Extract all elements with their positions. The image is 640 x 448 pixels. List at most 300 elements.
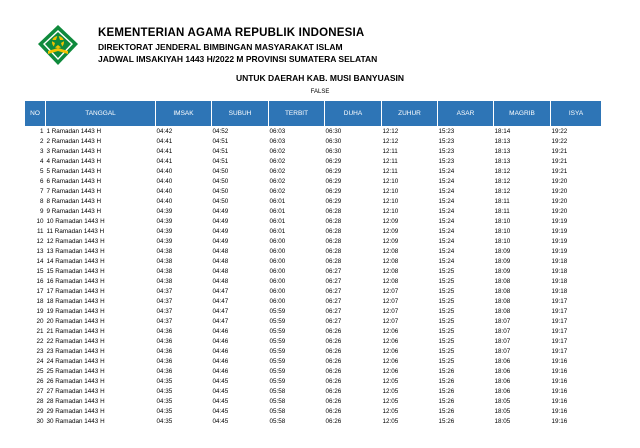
cell-isya: 19:16: [551, 418, 568, 425]
cell-subuh: 04:50: [212, 188, 229, 195]
cell-tanggal: 25 Ramadan 1443 H: [46, 368, 105, 375]
cell-tanggal: 13 Ramadan 1443 H: [46, 248, 105, 255]
cell-tanggal: 14 Ramadan 1443 H: [46, 258, 105, 265]
cell-asar: 15:25: [438, 288, 455, 295]
cell-imsak: 04:42: [156, 128, 173, 135]
cell-no: 22: [36, 338, 44, 345]
cell-duha: 06:27: [325, 268, 342, 275]
cell-subuh: 04:45: [212, 408, 229, 415]
cell-zuhur: 12:07: [382, 288, 399, 295]
cell-asar: 15:25: [438, 308, 455, 315]
cell-terbit: 06:03: [269, 128, 286, 135]
cell-asar: 15:24: [438, 188, 455, 195]
table-row: [25, 187, 602, 197]
cell-zuhur: 12:10: [382, 188, 399, 195]
cell-zuhur: 12:11: [382, 158, 398, 165]
cell-subuh: 04:50: [212, 198, 229, 205]
cell-zuhur: 12:11: [382, 168, 398, 175]
cell-isya: 19:17: [551, 338, 568, 345]
table-row: [25, 347, 602, 357]
table-row: [25, 207, 602, 217]
cell-subuh: 04:48: [212, 278, 229, 285]
table-row: [25, 177, 602, 187]
cell-imsak: 04:35: [156, 408, 173, 415]
cell-duha: 06:26: [325, 378, 342, 385]
cell-imsak: 04:36: [156, 348, 173, 355]
cell-magrib: 18:13: [494, 158, 511, 165]
cell-no: 17: [36, 288, 44, 295]
cell-asar: 15:24: [438, 248, 455, 255]
cell-asar: 15:25: [438, 358, 455, 365]
cell-duha: 06:28: [325, 228, 342, 235]
cell-terbit: 05:59: [269, 368, 286, 375]
cell-subuh: 04:51: [212, 148, 229, 155]
cell-imsak: 04:40: [156, 178, 173, 185]
cell-subuh: 04:45: [212, 418, 229, 425]
cell-zuhur: 12:10: [382, 198, 399, 205]
cell-tanggal: 12 Ramadan 1443 H: [46, 238, 105, 245]
cell-imsak: 04:35: [156, 378, 173, 385]
table-body: [25, 127, 602, 428]
cell-isya: 19:21: [551, 158, 568, 165]
cell-zuhur: 12:10: [382, 178, 399, 185]
cell-terbit: 06:01: [269, 218, 286, 225]
cell-imsak: 04:40: [156, 168, 173, 175]
cell-magrib: 18:12: [494, 178, 511, 185]
cell-magrib: 18:07: [494, 328, 511, 335]
cell-terbit: 06:02: [269, 148, 286, 155]
cell-subuh: 04:45: [212, 398, 229, 405]
cell-no: 23: [36, 348, 44, 355]
cell-isya: 19:17: [551, 318, 568, 325]
cell-subuh: 04:48: [212, 248, 229, 255]
cell-asar: 15:26: [438, 378, 455, 385]
cell-imsak: 04:41: [156, 148, 173, 155]
cell-duha: 06:27: [325, 278, 342, 285]
cell-magrib: 18:06: [494, 368, 511, 375]
cell-imsak: 04:39: [156, 208, 173, 215]
cell-duha: 06:29: [325, 158, 342, 165]
cell-imsak: 04:38: [156, 258, 173, 265]
cell-subuh: 04:51: [212, 138, 229, 145]
cell-tanggal: 7 Ramadan 1443 H: [46, 188, 102, 195]
cell-asar: 15:25: [438, 298, 455, 305]
cell-zuhur: 12:07: [382, 298, 399, 305]
cell-zuhur: 12:09: [382, 218, 399, 225]
cell-no: 27: [36, 388, 44, 395]
table-row: [25, 417, 602, 427]
table-row: [25, 267, 602, 277]
cell-magrib: 18:09: [494, 248, 511, 255]
cell-imsak: 04:38: [156, 248, 173, 255]
cell-subuh: 04:49: [212, 218, 229, 225]
table-row: [25, 237, 602, 247]
cell-isya: 19:16: [551, 388, 568, 395]
cell-asar: 15:23: [438, 128, 455, 135]
table-header-row: [25, 101, 602, 127]
cell-subuh: 04:46: [212, 348, 229, 355]
cell-subuh: 04:49: [212, 228, 229, 235]
cell-asar: 15:25: [438, 348, 455, 355]
cell-asar: 15:24: [438, 228, 455, 235]
cell-duha: 06:28: [325, 218, 342, 225]
cell-imsak: 04:37: [156, 318, 173, 325]
cell-imsak: 04:36: [156, 368, 173, 375]
cell-isya: 19:19: [551, 218, 568, 225]
cell-asar: 15:24: [438, 178, 455, 185]
cell-asar: 15:25: [438, 338, 455, 345]
table-row: [25, 367, 602, 377]
cell-magrib: 18:06: [494, 358, 511, 365]
cell-terbit: 05:58: [269, 408, 286, 415]
table-row: [25, 307, 602, 317]
cell-subuh: 04:48: [212, 268, 229, 275]
cell-imsak: 04:41: [156, 158, 173, 165]
cell-no: 6: [39, 178, 44, 185]
cell-terbit: 06:00: [269, 298, 286, 305]
cell-imsak: 04:40: [156, 188, 173, 195]
cell-no: 16: [36, 278, 44, 285]
cell-asar: 15:23: [438, 148, 455, 155]
cell-duha: 06:29: [325, 178, 342, 185]
cell-duha: 06:26: [325, 408, 342, 415]
table-row: [25, 167, 602, 177]
column-header-isya: ISYA: [551, 101, 602, 127]
column-header-terbit: TERBIT: [269, 101, 325, 127]
cell-isya: 19:20: [551, 178, 568, 185]
ministry-name: KEMENTERIAN AGAMA REPUBLIK INDONESIA: [98, 27, 365, 39]
table-row: [25, 297, 602, 307]
cell-magrib: 18:06: [494, 388, 511, 395]
cell-tanggal: 21 Ramadan 1443 H: [46, 328, 105, 335]
cell-duha: 06:28: [325, 248, 342, 255]
cell-zuhur: 12:05: [382, 418, 399, 425]
cell-asar: 15:25: [438, 278, 455, 285]
cell-magrib: 18:14: [494, 128, 511, 135]
cell-zuhur: 12:11: [382, 148, 398, 155]
cell-imsak: 04:36: [156, 328, 173, 335]
cell-zuhur: 12:06: [382, 348, 399, 355]
cell-isya: 19:18: [551, 288, 568, 295]
column-header-asar: ASAR: [438, 101, 494, 127]
cell-imsak: 04:37: [156, 298, 173, 305]
cell-imsak: 04:35: [156, 398, 173, 405]
cell-duha: 06:28: [325, 238, 342, 245]
cell-subuh: 04:45: [212, 378, 229, 385]
cell-zuhur: 12:08: [382, 278, 399, 285]
cell-imsak: 04:35: [156, 418, 173, 425]
cell-no: 8: [39, 198, 44, 205]
table-row: [25, 157, 602, 167]
cell-zuhur: 12:07: [382, 308, 399, 315]
cell-tanggal: 29 Ramadan 1443 H: [46, 408, 105, 415]
cell-tanggal: 4 Ramadan 1443 H: [46, 158, 102, 165]
cell-terbit: 05:59: [269, 378, 286, 385]
cell-subuh: 04:47: [212, 298, 229, 305]
cell-subuh: 04:52: [212, 128, 229, 135]
cell-no: 18: [36, 298, 44, 305]
cell-isya: 19:22: [551, 138, 568, 145]
table-row: [25, 287, 602, 297]
cell-imsak: 04:38: [156, 278, 173, 285]
cell-magrib: 18:08: [494, 278, 511, 285]
cell-subuh: 04:50: [212, 168, 229, 175]
table-row: [25, 197, 602, 207]
cell-tanggal: 26 Ramadan 1443 H: [46, 378, 105, 385]
cell-no: 20: [36, 318, 44, 325]
cell-magrib: 18:09: [494, 258, 511, 265]
cell-asar: 15:24: [438, 168, 455, 175]
cell-tanggal: 19 Ramadan 1443 H: [46, 308, 105, 315]
cell-isya: 19:17: [551, 348, 568, 355]
cell-terbit: 05:59: [269, 338, 286, 345]
table-row: [25, 247, 602, 257]
cell-terbit: 06:00: [269, 238, 286, 245]
cell-zuhur: 12:06: [382, 368, 399, 375]
cell-duha: 06:26: [325, 348, 342, 355]
cell-magrib: 18:05: [494, 418, 511, 425]
cell-duha: 06:28: [325, 258, 342, 265]
cell-terbit: 05:59: [269, 308, 286, 315]
cell-asar: 15:26: [438, 418, 455, 425]
region-subtitle: FALSE: [310, 89, 330, 95]
cell-magrib: 18:08: [494, 288, 511, 295]
cell-tanggal: 8 Ramadan 1443 H: [46, 198, 102, 205]
cell-asar: 15:24: [438, 258, 455, 265]
cell-terbit: 06:00: [269, 268, 286, 275]
cell-tanggal: 24 Ramadan 1443 H: [46, 358, 105, 365]
cell-terbit: 06:02: [269, 188, 286, 195]
cell-terbit: 05:59: [269, 358, 286, 365]
cell-tanggal: 6 Ramadan 1443 H: [46, 178, 102, 185]
cell-zuhur: 12:05: [382, 388, 399, 395]
cell-duha: 06:26: [325, 418, 342, 425]
cell-isya: 19:21: [551, 148, 568, 155]
cell-imsak: 04:37: [156, 288, 173, 295]
cell-subuh: 04:50: [212, 178, 229, 185]
cell-tanggal: 11 Ramadan 1443 H: [46, 228, 105, 235]
cell-isya: 19:22: [551, 128, 568, 135]
cell-magrib: 18:11: [494, 198, 510, 205]
cell-asar: 15:23: [438, 138, 455, 145]
cell-duha: 06:26: [325, 368, 342, 375]
cell-isya: 19:21: [551, 168, 568, 175]
cell-magrib: 18:07: [494, 348, 511, 355]
cell-terbit: 05:59: [269, 328, 286, 335]
cell-no: 13: [36, 248, 44, 255]
cell-subuh: 04:46: [212, 358, 229, 365]
cell-isya: 19:17: [551, 328, 568, 335]
table-row: [25, 387, 602, 397]
cell-tanggal: 30 Ramadan 1443 H: [46, 418, 105, 425]
table-row: [25, 317, 602, 327]
cell-isya: 19:16: [551, 378, 568, 385]
cell-magrib: 18:07: [494, 318, 511, 325]
cell-magrib: 18:10: [494, 238, 511, 245]
cell-imsak: 04:38: [156, 268, 173, 275]
cell-tanggal: 17 Ramadan 1443 H: [46, 288, 105, 295]
cell-isya: 19:17: [551, 308, 568, 315]
cell-tanggal: 1 Ramadan 1443 H: [46, 128, 102, 135]
cell-isya: 19:19: [551, 248, 568, 255]
table-row: [25, 137, 602, 147]
cell-no: 29: [36, 408, 44, 415]
cell-asar: 15:26: [438, 408, 455, 415]
cell-terbit: 05:59: [269, 348, 286, 355]
cell-zuhur: 12:08: [382, 258, 399, 265]
cell-terbit: 06:01: [269, 198, 286, 205]
cell-no: 15: [36, 268, 44, 275]
cell-no: 10: [36, 218, 44, 225]
cell-isya: 19:20: [551, 208, 568, 215]
cell-subuh: 04:45: [212, 388, 229, 395]
cell-isya: 19:17: [551, 298, 568, 305]
cell-isya: 19:20: [551, 188, 568, 195]
cell-duha: 06:28: [325, 208, 342, 215]
cell-duha: 06:27: [325, 308, 342, 315]
cell-subuh: 04:46: [212, 368, 229, 375]
cell-isya: 19:18: [551, 278, 568, 285]
cell-magrib: 18:12: [494, 168, 511, 175]
cell-tanggal: 16 Ramadan 1443 H: [46, 278, 105, 285]
directorate-name: DIREKTORAT JENDERAL BIMBINGAN MASYARAKAT ISLAM: [98, 42, 343, 52]
cell-asar: 15:23: [438, 158, 455, 165]
cell-tanggal: 28 Ramadan 1443 H: [46, 398, 105, 405]
cell-duha: 06:27: [325, 288, 342, 295]
cell-asar: 15:24: [438, 198, 455, 205]
cell-imsak: 04:35: [156, 388, 173, 395]
column-header-imsak: IMSAK: [156, 101, 212, 127]
cell-magrib: 18:05: [494, 398, 511, 405]
cell-terbit: 06:01: [269, 208, 286, 215]
cell-tanggal: 2 Ramadan 1443 H: [46, 138, 102, 145]
table-row: [25, 377, 602, 387]
cell-isya: 19:19: [551, 228, 568, 235]
cell-terbit: 06:02: [269, 178, 286, 185]
cell-no: 3: [39, 148, 44, 155]
cell-imsak: 04:39: [156, 228, 173, 235]
column-header-no: NO: [25, 101, 46, 127]
cell-tanggal: 27 Ramadan 1443 H: [46, 388, 105, 395]
cell-duha: 06:29: [325, 198, 342, 205]
cell-zuhur: 12:12: [382, 138, 399, 145]
cell-magrib: 18:07: [494, 338, 511, 345]
cell-asar: 15:26: [438, 368, 455, 375]
cell-magrib: 18:05: [494, 408, 511, 415]
cell-zuhur: 12:08: [382, 268, 399, 275]
cell-no: 2: [39, 138, 44, 145]
cell-duha: 06:26: [325, 358, 342, 365]
cell-magrib: 18:08: [494, 298, 511, 305]
cell-tanggal: 20 Ramadan 1443 H: [46, 318, 105, 325]
imsakiyah-table: [24, 100, 602, 427]
cell-magrib: 18:10: [494, 228, 511, 235]
cell-no: 24: [36, 358, 44, 365]
cell-tanggal: 23 Ramadan 1443 H: [46, 348, 105, 355]
cell-tanggal: 5 Ramadan 1443 H: [46, 168, 102, 175]
cell-no: 1: [39, 128, 44, 135]
cell-zuhur: 12:06: [382, 358, 399, 365]
cell-zuhur: 12:09: [382, 228, 399, 235]
cell-isya: 19:19: [551, 238, 568, 245]
cell-duha: 06:30: [325, 148, 342, 155]
cell-isya: 19:18: [551, 258, 568, 265]
document-header: [98, 26, 377, 65]
cell-terbit: 06:00: [269, 248, 286, 255]
cell-no: 26: [36, 378, 44, 385]
cell-isya: 19:16: [551, 408, 568, 415]
cell-isya: 19:20: [551, 198, 568, 205]
cell-subuh: 04:48: [212, 258, 229, 265]
cell-imsak: 04:41: [156, 138, 173, 145]
cell-zuhur: 12:12: [382, 128, 399, 135]
cell-imsak: 04:40: [156, 198, 173, 205]
cell-subuh: 04:49: [212, 208, 229, 215]
cell-zuhur: 12:09: [382, 238, 399, 245]
cell-magrib: 18:13: [494, 138, 511, 145]
cell-subuh: 04:49: [212, 238, 229, 245]
cell-tanggal: 15 Ramadan 1443 H: [46, 268, 105, 275]
cell-terbit: 06:00: [269, 288, 286, 295]
cell-no: 21: [36, 328, 44, 335]
cell-no: 11: [36, 228, 44, 235]
cell-subuh: 04:47: [212, 288, 229, 295]
cell-terbit: 05:59: [269, 318, 286, 325]
cell-duha: 06:27: [325, 298, 342, 305]
cell-no: 4: [39, 158, 44, 165]
column-header-tanggal: TANGGAL: [46, 101, 156, 127]
cell-magrib: 18:06: [494, 378, 511, 385]
cell-zuhur: 12:07: [382, 318, 399, 325]
cell-asar: 15:24: [438, 218, 455, 225]
column-header-subuh: SUBUH: [212, 101, 269, 127]
cell-asar: 15:25: [438, 268, 455, 275]
cell-no: 12: [36, 238, 44, 245]
cell-no: 9: [39, 208, 44, 215]
table-row: [25, 407, 602, 417]
table-row: [25, 147, 602, 157]
cell-magrib: 18:12: [494, 188, 511, 195]
cell-asar: 15:24: [438, 238, 455, 245]
cell-duha: 06:29: [325, 168, 342, 175]
cell-zuhur: 12:06: [382, 338, 399, 345]
cell-imsak: 04:36: [156, 358, 173, 365]
cell-terbit: 05:58: [269, 398, 286, 405]
cell-terbit: 06:00: [269, 278, 286, 285]
schedule-title: JADWAL IMSAKIYAH 1443 H/2022 M PROVINSI SUMATERA SELATAN: [98, 54, 378, 64]
cell-magrib: 18:11: [494, 208, 510, 215]
region-title: UNTUK DAERAH KAB. MUSI BANYUASIN: [235, 73, 405, 83]
cell-duha: 06:26: [325, 338, 342, 345]
cell-terbit: 06:02: [269, 168, 286, 175]
cell-terbit: 06:02: [269, 158, 286, 165]
cell-isya: 19:16: [551, 368, 568, 375]
cell-duha: 06:30: [325, 138, 342, 145]
cell-tanggal: 9 Ramadan 1443 H: [46, 208, 102, 215]
column-header-duha: DUHA: [325, 101, 382, 127]
cell-zuhur: 12:05: [382, 398, 399, 405]
cell-magrib: 18:10: [494, 218, 511, 225]
cell-subuh: 04:47: [212, 318, 229, 325]
cell-no: 7: [39, 188, 44, 195]
cell-isya: 19:16: [551, 358, 568, 365]
cell-magrib: 18:08: [494, 308, 511, 315]
cell-isya: 19:18: [551, 268, 568, 275]
cell-no: 5: [39, 168, 44, 175]
column-header-magrib: MAGRIB: [494, 101, 551, 127]
cell-duha: 06:26: [325, 328, 342, 335]
cell-subuh: 04:47: [212, 308, 229, 315]
